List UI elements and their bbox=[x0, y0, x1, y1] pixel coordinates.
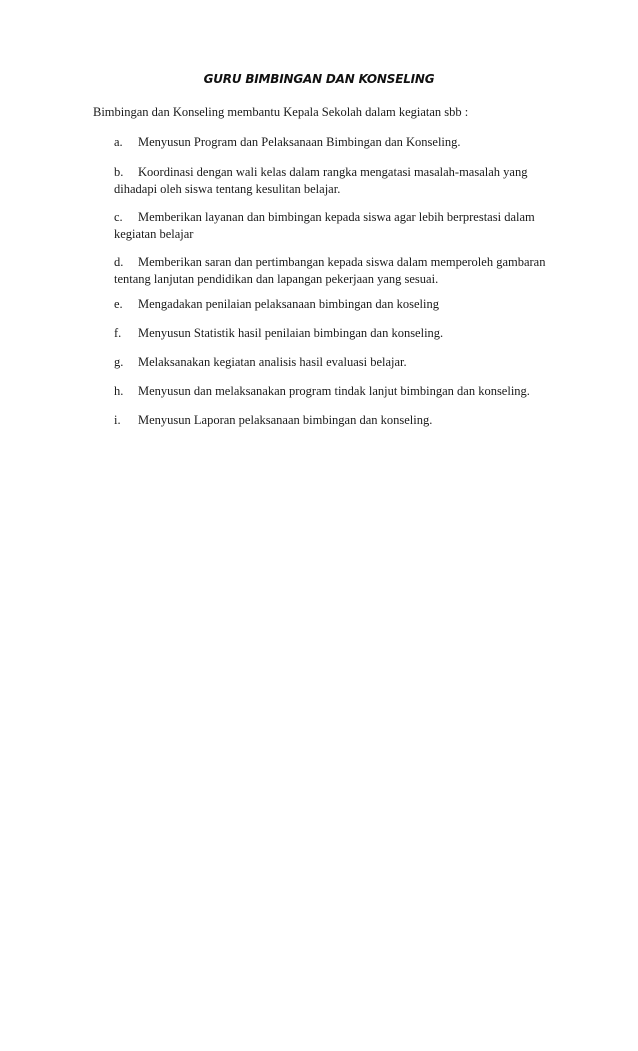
list-item bbox=[114, 354, 554, 371]
document-title: GURU BIMBINGAN DAN KONSELING bbox=[203, 71, 435, 87]
list-item bbox=[114, 134, 554, 151]
list-item bbox=[114, 254, 554, 288]
list-marker: a. bbox=[114, 135, 123, 149]
list-item bbox=[114, 325, 554, 342]
list-marker: c. bbox=[114, 210, 123, 224]
list-marker: d. bbox=[114, 255, 124, 269]
intro-paragraph: Bimbingan dan Konseling membantu Kepala Sekolah dalam kegiatan sbb : bbox=[93, 105, 469, 119]
list-item-text: Menyusun dan melaksanakan program tindak lanjut bimbingan dan konseling. bbox=[138, 384, 530, 398]
list-item bbox=[114, 296, 554, 313]
list-item-text: Memberikan saran dan pertimbangan kepada siswa dalam memperoleh gambaran tentang lanjutan pendidikan dan lapangan pekerjaan yang sesuai. bbox=[114, 255, 546, 286]
list-marker: g. bbox=[114, 355, 124, 369]
list-item bbox=[114, 412, 554, 429]
list-item-text: Melaksanakan kegiatan analisis hasil evaluasi belajar. bbox=[138, 355, 407, 369]
list-item-text: Menyusun Laporan pelaksanaan bimbingan dan konseling. bbox=[138, 413, 433, 427]
list-marker: b. bbox=[114, 165, 124, 179]
list-item bbox=[114, 209, 554, 243]
list-item-text: Mengadakan penilaian pelaksanaan bimbingan dan koseling bbox=[138, 297, 439, 311]
list-item bbox=[114, 383, 554, 400]
list-item-text: Menyusun Program dan Pelaksanaan Bimbingan dan Konseling. bbox=[138, 135, 461, 149]
list-item-text: Koordinasi dengan wali kelas dalam rangka mengatasi masalah-masalah yang dihadapi oleh siswa tentang kesulitan belajar. bbox=[114, 165, 528, 196]
list-item bbox=[114, 164, 554, 198]
list-item-text: Menyusun Statistik hasil penilaian bimbingan dan konseling. bbox=[138, 326, 444, 340]
list-item-text: Memberikan layanan dan bimbingan kepada siswa agar lebih berprestasi dalam kegiatan belajar bbox=[114, 210, 535, 241]
list-marker: h. bbox=[114, 384, 124, 398]
list-marker: f. bbox=[114, 326, 122, 340]
list-marker: e. bbox=[114, 297, 123, 311]
list-marker: i. bbox=[114, 413, 121, 427]
